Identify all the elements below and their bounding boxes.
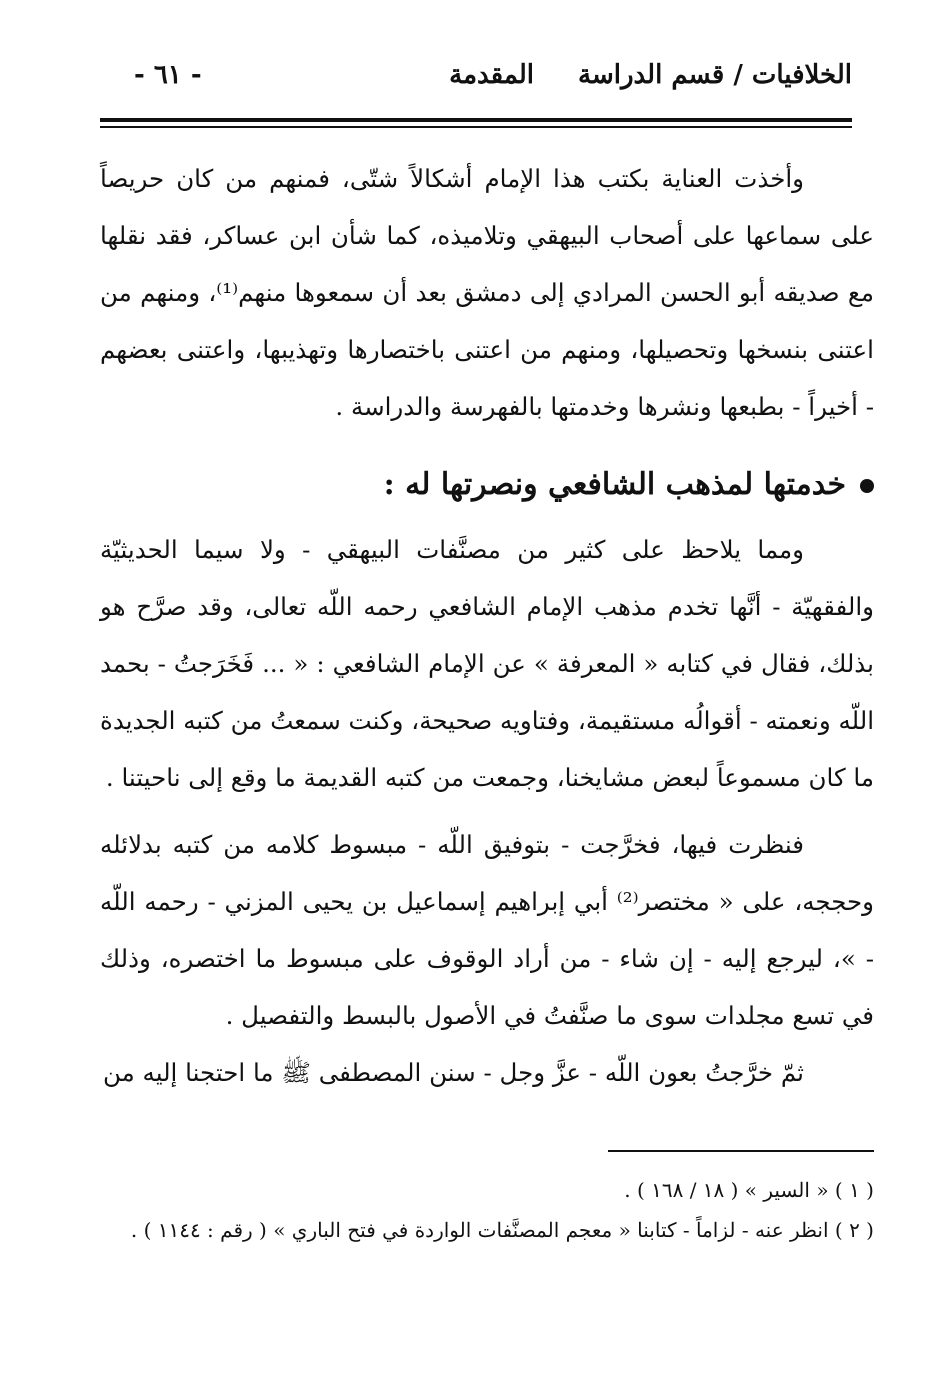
footnote-1: ( ١ ) « السير » ( ١٨ / ١٦٨ ) .: [624, 1178, 874, 1202]
page-number: - ٦١ -: [134, 60, 202, 90]
paragraph-2: ومما يلاحظ على كثير من مصنَّفات البيهقي - ولا سيما الحديثيّة والفقهيّة - أنَّها تخدم مذهب الإمام الشافعي رحمه اللّه تعالى، وقد صرَّح هو بذلك، فقال في كتابه « المعرفة » عن الإمام الشافعي : « ... فَخَرَجتُ - بحمد اللّه ونعمته - أقوالُه مستقيمة، وفتاويه صحيحة، وكنت سمعتُ من كتبه الجديدة ما كان مسموعاً لبعض مشايخنا، وجمعت من كتبه القديمة ما وقع إلى ناحيتنا .: [100, 535, 874, 792]
header-rule-thin: [100, 126, 852, 128]
header-rule-thick: [100, 118, 852, 122]
footnote-2: ( ٢ ) انظر عنه - لزاماً - كتابنا « معجم المصنَّفات الواردة في فتح الباري » ( رقم : ١١٤٤ ) .: [130, 1218, 874, 1242]
running-head: [449, 60, 852, 90]
footnote-rule: [608, 1150, 874, 1152]
paragraph-3: فنظرت فيها، فخرَّجت - بتوفيق اللّه - مبسوط كلامه من كتبه بدلائله وحججه، على « مختصر⁽²⁾ أبي إبراهيم إسماعيل بن يحيى المزني - رحمه اللّه - »، ليرجع إليه - إن شاء - من أراد الوقوف على مبسوط ما اختصره، وذلك في تسع مجلدات سوى ما صنَّفتُ في الأصول بالبسط والتفصيل .: [100, 830, 875, 1030]
footnotes: [100, 1170, 874, 1250]
section-heading: [100, 455, 874, 515]
page-header: [112, 52, 852, 112]
body-text: [100, 150, 874, 1101]
paragraph-1: وأخذت العناية بكتب هذا الإمام أشكالاً شتّى، فمنهم من كان حريصاً على سماعها على أصحاب البيهقي وتلاميذه، كما شأن ابن عساكر، فقد نقلها مع صديقه أبو الحسن المرادي إلى دمشق بعد أن سمعوها منهم⁽¹⁾، ومنهم من اعتنى بنسخها وتحصيلها، ومنهم من اعتنى باختصارها وتهذيبها، واعتنى بعضهم - أخيراً - بطبعها ونشرها وخدمتها بالفهرسة والدراسة .: [100, 164, 874, 421]
section-title: المقدمة: [449, 60, 534, 90]
bullet-icon: [860, 479, 874, 493]
running-title: الخلافيات / قسم الدراسة: [578, 60, 852, 90]
paragraph-4: ثمّ خرَّجتُ بعون اللّه - عزَّ وجل - سنن المصطفى ﷺ ما احتجنا إليه من: [103, 1058, 804, 1087]
section-heading-text: خدمتها لمذهب الشافعي ونصرتها له :: [383, 467, 846, 502]
